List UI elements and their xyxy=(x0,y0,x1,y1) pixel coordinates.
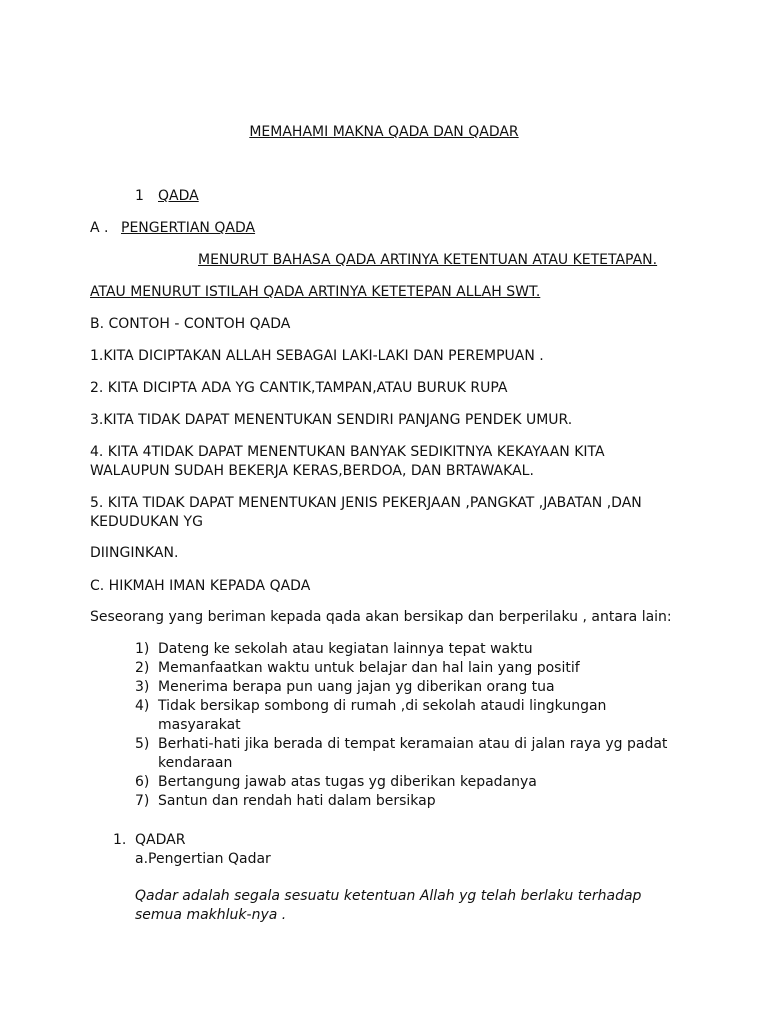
list-item-text: Bertangung jawab atas tugas yg diberikan kepadanya xyxy=(158,774,537,790)
example-line: DIINGINKAN. xyxy=(90,545,179,561)
part-a-heading: PENGERTIAN QADA xyxy=(121,220,256,236)
section-number: 1 xyxy=(135,188,144,204)
example-line: 4. KITA 4TIDAK DAPAT MENENTUKAN BANYAK SEDIKITNYA KEKAYAAN KITA xyxy=(90,444,605,460)
example-line: 2. KITA DICIPTA ADA YG CANTIK,TAMPAN,ATAU BURUK RUPA xyxy=(90,380,508,396)
section-heading-qadar: QADAR xyxy=(135,832,186,848)
example-line: 1.KITA DICIPTAKAN ALLAH SEBAGAI LAKI-LAKI DAN PEREMPUAN . xyxy=(90,348,544,364)
list-item-number: 2) xyxy=(135,660,150,676)
list-item-text: Tidak bersikap sombong di rumah ,di sekolah ataudi lingkungan masyarakat xyxy=(158,698,607,733)
list-item xyxy=(135,640,675,659)
example-line: WALAUPUN SUDAH BEKERJA KERAS,BERDOA, DAN BRTAWAKAL. xyxy=(90,463,534,479)
list-item-number: 6) xyxy=(135,774,150,790)
list-item xyxy=(135,678,675,697)
list-item-number: 3) xyxy=(135,679,150,695)
qadar-definition: Qadar adalah segala sesuatu ketentuan Allah yg telah berlaku terhadap semua makhluk-nya . xyxy=(135,888,642,923)
list-item-number: 4) xyxy=(135,698,150,714)
example-line: 5. KITA TIDAK DAPAT MENENTUKAN JENIS PEKERJAAN ,PANGKAT ,JABATAN ,DAN xyxy=(90,495,642,511)
list-item-text: Menerima berapa pun uang jajan yg diberikan orang tua xyxy=(158,679,555,695)
part-b-heading: B. CONTOH - CONTOH QADA xyxy=(90,316,291,332)
section-heading-qada: QADA xyxy=(158,188,199,204)
document-title: MEMAHAMI MAKNA QADA DAN QADAR xyxy=(249,124,519,140)
list-item-text: Berhati-hati jika berada di tempat keramaian atau di jalan raya yg padat kendaraan xyxy=(158,736,668,771)
list-item-text: Memanfaatkan waktu untuk belajar dan hal lain yang positif xyxy=(158,660,580,676)
section-number: 1. xyxy=(113,832,127,848)
example-line: 3.KITA TIDAK DAPAT MENENTUKAN SENDIRI PANJANG PENDEK UMUR. xyxy=(90,412,573,428)
definition-bahasa: MENURUT BAHASA QADA ARTINYA KETENTUAN ATAU KETETAPAN. xyxy=(198,252,658,268)
list-item xyxy=(135,792,675,811)
definition-istilah: ATAU MENURUT ISTILAH QADA ARTINYA KETETEPAN ALLAH SWT. xyxy=(90,284,541,300)
list-item xyxy=(135,659,675,678)
subheading-pengertian-qadar: a.Pengertian Qadar xyxy=(135,851,271,867)
list-item-text: Santun dan rendah hati dalam bersikap xyxy=(158,793,436,809)
list-item xyxy=(135,773,675,792)
list-item-text: Dateng ke sekolah atau kegiatan lainnya tepat waktu xyxy=(158,641,533,657)
list-item xyxy=(135,697,675,735)
list-item xyxy=(135,735,675,773)
list-item-number: 1) xyxy=(135,641,150,657)
part-c-heading: C. HIKMAH IMAN KEPADA QADA xyxy=(90,578,311,594)
behavior-intro: Seseorang yang beriman kepada qada akan bersikap dan berperilaku , antara lain: xyxy=(90,609,672,625)
part-a-prefix: A . xyxy=(90,220,109,236)
list-item-number: 5) xyxy=(135,736,150,752)
list-item-number: 7) xyxy=(135,793,150,809)
example-line: KEDUDUKAN YG xyxy=(90,514,203,530)
